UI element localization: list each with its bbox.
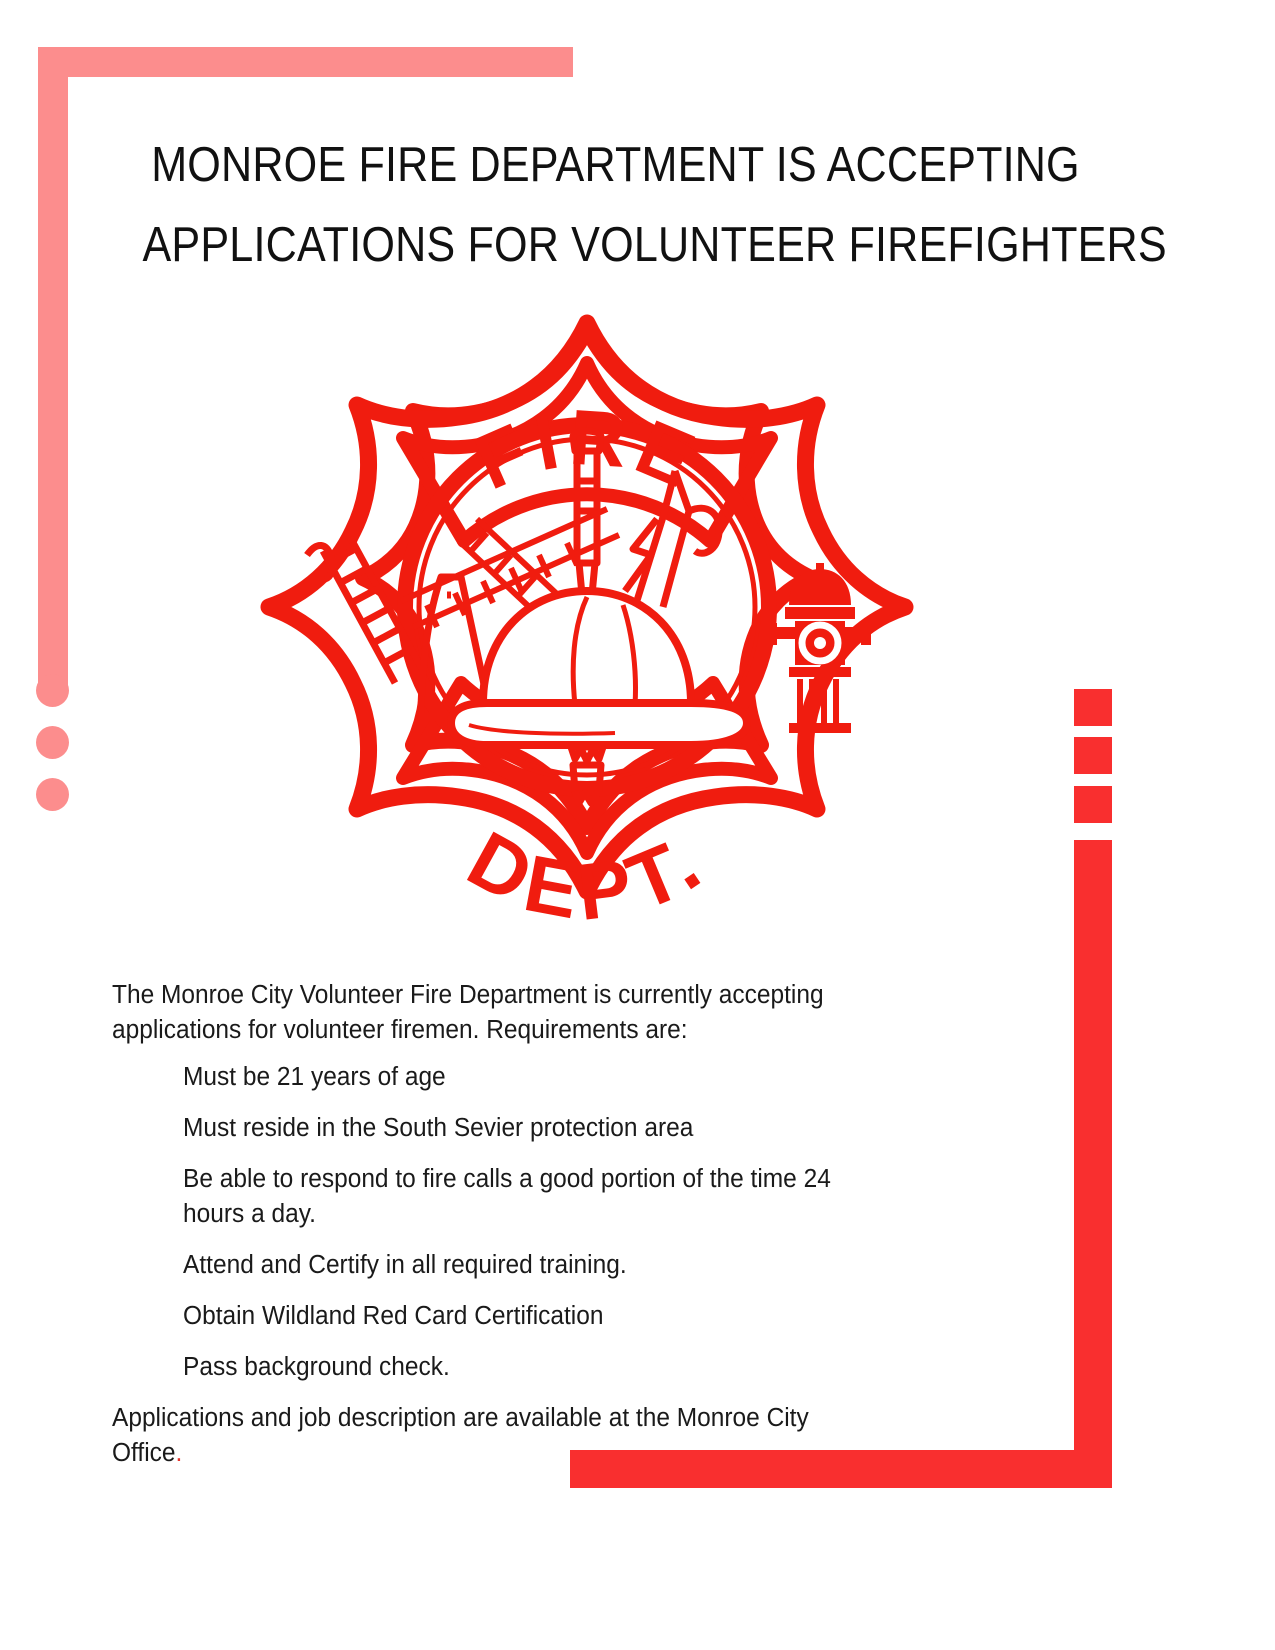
firefighter-helmet-icon	[451, 591, 747, 745]
closing-terminator: .	[175, 1439, 183, 1467]
emblem-bottom-text: DEPT.	[454, 814, 722, 937]
requirement-item: Pass background check.	[183, 1353, 450, 1381]
decorative-dot-3	[36, 778, 69, 811]
decorative-dot-1	[36, 674, 69, 707]
closing-paragraph	[112, 1401, 856, 1471]
fire-department-badge-icon	[255, 305, 920, 977]
requirement-item: Be able to respond to fire calls a good portion of the time 24 hours a day.	[183, 1165, 831, 1228]
decorative-square-1	[1074, 689, 1112, 726]
requirement-item: Must be 21 years of age	[183, 1063, 446, 1091]
page-title	[78, 125, 1167, 285]
requirements-list	[112, 1060, 887, 1385]
closing-text: Applications and job description are available at the Monroe City Office	[112, 1404, 809, 1467]
page-title-line-1: MONROE FIRE DEPARTMENT IS ACCEPTING	[151, 138, 1080, 192]
bottom-right-bracket-vertical	[1074, 840, 1112, 1488]
decorative-square-2	[1074, 737, 1112, 774]
decorative-square-3	[1074, 786, 1112, 823]
requirement-item: Attend and Certify in all required training.	[183, 1251, 627, 1279]
requirement-item: Must reside in the South Sevier protection area	[183, 1114, 694, 1142]
page-title-line-2: APPLICATIONS FOR VOLUNTEER FIREFIGHTERS	[142, 218, 1167, 272]
requirement-item: Obtain Wildland Red Card Certification	[183, 1302, 604, 1330]
top-left-bracket-vertical	[38, 47, 68, 685]
top-left-bracket-horizontal	[38, 47, 573, 77]
decorative-dot-2	[36, 726, 69, 759]
intro-paragraph: The Monroe City Volunteer Fire Department is currently accepting applications for volunteer firemen. Requirements are:	[112, 981, 824, 1044]
body-content	[112, 978, 887, 1471]
emblem-top-text: FIRE	[462, 392, 712, 507]
